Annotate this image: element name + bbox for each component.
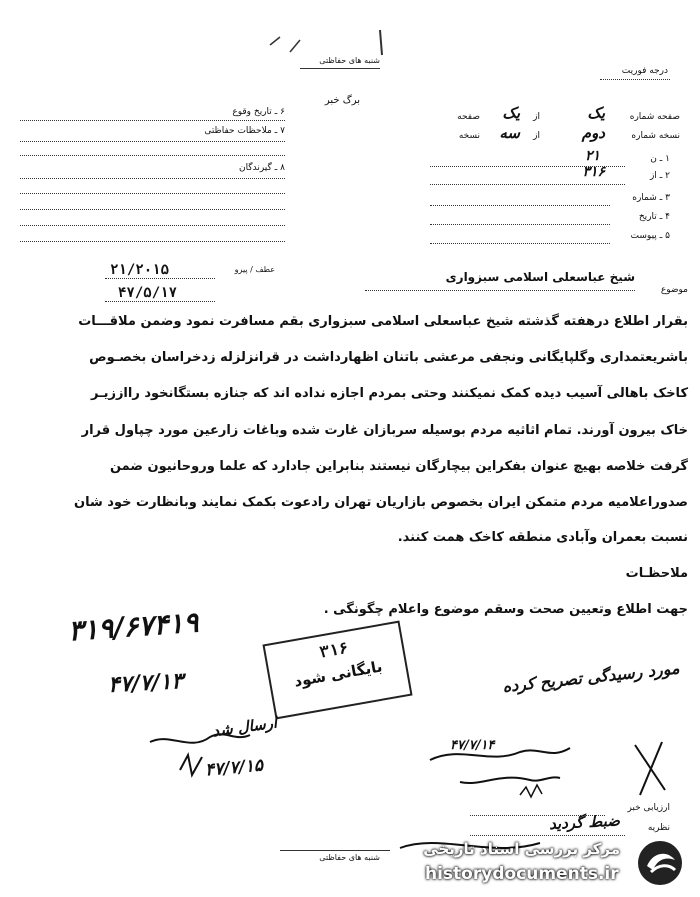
reference-number: ۲۱/۲۰۱۵ bbox=[110, 262, 170, 278]
page-label: صفحه شماره bbox=[629, 112, 680, 122]
handwritten-number: ۳۱۹/۶۷۴۱۹ bbox=[67, 605, 200, 648]
bottom-org-label: شنبه ‌های حفاظتی bbox=[319, 853, 380, 862]
body-line: صدوراعلامیه مردم متمکن ایران بخصوص بازاریان تهران رادعوت بکمک نمایند وبانظارت خود شان bbox=[74, 495, 688, 510]
subject-label: موضوع bbox=[660, 285, 688, 295]
copy-unit: نسخه bbox=[458, 131, 480, 141]
watermark bbox=[425, 838, 690, 890]
field-security-remarks: ۷ ـ ملاحظات حفاظتی bbox=[204, 126, 285, 136]
page-unit: صفحه bbox=[457, 112, 480, 122]
line bbox=[470, 835, 625, 836]
item-value: ۳۱۶ bbox=[582, 164, 605, 180]
item-label: ۳ ـ شماره bbox=[632, 193, 670, 203]
handwritten-bottom-note: ضبط گردید bbox=[548, 811, 621, 834]
instruction-text: جهت اطلاع وتعیین صحت وسقم موضوع واعلام چگونگی . bbox=[323, 602, 688, 617]
stamp-text: بایگانی شود bbox=[292, 657, 384, 691]
handwritten-mid-date: ۴۷/۷/۱۴ bbox=[450, 738, 495, 753]
stamp-number: ۳۱۶ bbox=[318, 637, 350, 662]
handwritten-date: ۴۷/۷/۱۳ bbox=[107, 668, 184, 698]
watermark-url: historydocuments.ir bbox=[425, 864, 619, 884]
item-value: ۲۱ bbox=[584, 148, 600, 164]
handwritten-sent-date: ۴۷/۷/۱۵ bbox=[204, 755, 264, 781]
body-line: نسبت بعمران وآبادی منطقه کاخک همت کنند. bbox=[397, 530, 688, 545]
field-occurrence-date: ۶ ـ تاریخ وقوع bbox=[232, 107, 285, 117]
body-line: گرفت خلاصه بهیچ عنوان بفکراین بیچارگان نیستند بنابراین جادارد که علما وروحانیون ضمن bbox=[109, 459, 688, 474]
copy-of: از bbox=[533, 131, 540, 141]
item-label: ۵ ـ پیوست bbox=[630, 231, 670, 241]
line bbox=[470, 815, 605, 816]
item-label: ۲ ـ از bbox=[649, 171, 670, 181]
handwritten-note: مورد رسیدگی تصریح کرده bbox=[501, 658, 681, 696]
reference-date: ۴۷/۵/۱۷ bbox=[118, 285, 178, 301]
evaluation-label: ارزیابی خبر bbox=[627, 803, 670, 813]
body-line: باشریعتمداری وگلپایگانی ونجفی مرعشی باتنان اظهارداشت در قرانزلزله زدخراسان بخصـوص bbox=[89, 350, 688, 365]
opinion-label: نظریه bbox=[647, 823, 670, 833]
remarks-label: ملاحظـات bbox=[625, 566, 688, 581]
top-org-label: شنبه ‌های حفاظتی bbox=[319, 56, 380, 65]
urgency-label: درجه فوریت bbox=[621, 66, 668, 76]
page-value: یک bbox=[587, 104, 605, 122]
footer-rule bbox=[280, 850, 390, 851]
body-line: خاک بیرون آورند. تمام اثاثیه مردم بوسیله سربازان غارت شده وباغات زارعین مورد چپاول قرار bbox=[81, 423, 688, 438]
copy-total: سه bbox=[499, 124, 520, 142]
watermark-name: مرکز بررسی اسناد تاریخی bbox=[423, 840, 620, 858]
copy-label: نسخه شماره bbox=[631, 131, 680, 141]
copy-value: دوم bbox=[581, 124, 605, 142]
page-of: از bbox=[533, 112, 540, 122]
page-total: یک bbox=[502, 104, 520, 122]
field-recipients: ۸ ـ گیرندگان bbox=[238, 163, 285, 173]
item-label: ۴ ـ تاریخ bbox=[638, 212, 670, 222]
reference-label: عطف / پیرو bbox=[234, 265, 275, 274]
form-title: برگ خبر bbox=[324, 95, 360, 106]
watermark-logo-icon bbox=[635, 838, 685, 888]
body-line: بقرار اطلاع درهفته گذشته شیخ عباسعلی اسلامی سبزواری بقم مسافرت نمود وضمن ملاقـــات bbox=[78, 314, 688, 329]
body-line: کاخک باهالی آسیب دیده کمک نمیکنند وحتی بمردم اجازه نداده اند که جنازه بستگانخود رااززیـر bbox=[91, 386, 688, 401]
handwritten-sent-note: ارسال شد bbox=[211, 713, 279, 741]
item-label: ۱ ـ ن bbox=[650, 154, 670, 164]
subject-value: شیخ عباسعلی اسلامی سبزواری bbox=[445, 270, 635, 284]
